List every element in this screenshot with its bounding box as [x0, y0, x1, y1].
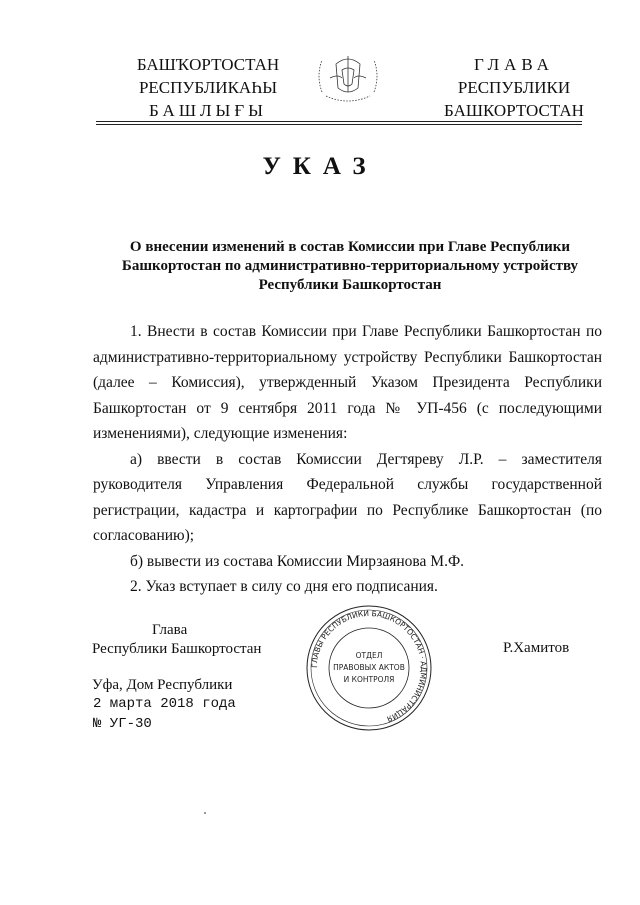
- paragraph-b: б) вывести из состава Комиссии Мирзаянова М.Ф.: [130, 552, 465, 570]
- stamp-ring-textpath: ГЛАВЫ РЕСПУБЛИКИ БАШКОРТОСТАН · АДМИНИСТРАЦИЯ: [309, 608, 429, 724]
- header-rule: [96, 121, 582, 122]
- document-type: УКАЗ: [262, 153, 378, 180]
- paragraph-2: 2. Указ вступает в силу со дня его подписания.: [130, 578, 438, 595]
- date-and-number: [93, 694, 236, 734]
- document-body: [93, 319, 602, 600]
- header-right-block: [426, 53, 602, 122]
- signing-place: Уфа, Дом Республики: [92, 677, 233, 693]
- paragraph-a: а) ввести в состав Комиссии Дегтяреву Л.Р. – заместителя руководителя Управления Федеральной службы государственной регистрации, кадастра и картографии по Республике Башкортостан (по согласованию);: [93, 450, 602, 544]
- stamp-center-line-1: ОТДЕЛ: [355, 651, 383, 660]
- stamp-center-line-3: И КОНТРОЛЯ: [343, 675, 395, 684]
- header-right-line-2: РЕСПУБЛИКИ: [457, 78, 571, 97]
- signature-position-line-2: Республики Башкортостан: [92, 641, 262, 657]
- coat-of-arms-emblem: [312, 48, 384, 110]
- decree-number: № УГ-30: [93, 716, 152, 732]
- header-left-line-1: БАШҠОРТОСТАН: [136, 55, 280, 74]
- signer-name: Р.Хамитов: [503, 640, 570, 656]
- scan-speck: [204, 812, 206, 814]
- paragraph-1: 1. Внести в состав Комиссии при Главе Республики Башкортостан по административно-территориальному устройству Республики Башкортостан (далее – Комиссия), утвержденный Указом Президента Республики Башкортостан от 9 сентября 2011 года № УП-456 (с последующими изменениями), следующие изменения:: [93, 323, 602, 442]
- signing-date: 2 марта 2018 года: [93, 696, 236, 712]
- header-left-block: [108, 53, 308, 122]
- signature-position-line-1: Глава: [152, 622, 188, 638]
- stamp-center-line-2: ПРАВОВЫХ АКТОВ: [333, 663, 405, 672]
- document-title: О внесении изменений в состав Комиссии при Главе Республики Башкортостан по административно-территориальному устройству Республики Башкортостан: [121, 239, 579, 293]
- header-rule-second: [96, 124, 582, 125]
- header-right-line-3: БАШКОРТОСТАН: [444, 101, 584, 120]
- signature-position: [92, 621, 261, 659]
- header-right-line-1: ГЛАВА: [474, 55, 554, 74]
- header-left-line-3: БАШЛЫҒЫ: [149, 101, 267, 120]
- header-left-line-2: РЕСПУБЛИКАҺЫ: [138, 78, 278, 97]
- official-stamp: [304, 603, 434, 733]
